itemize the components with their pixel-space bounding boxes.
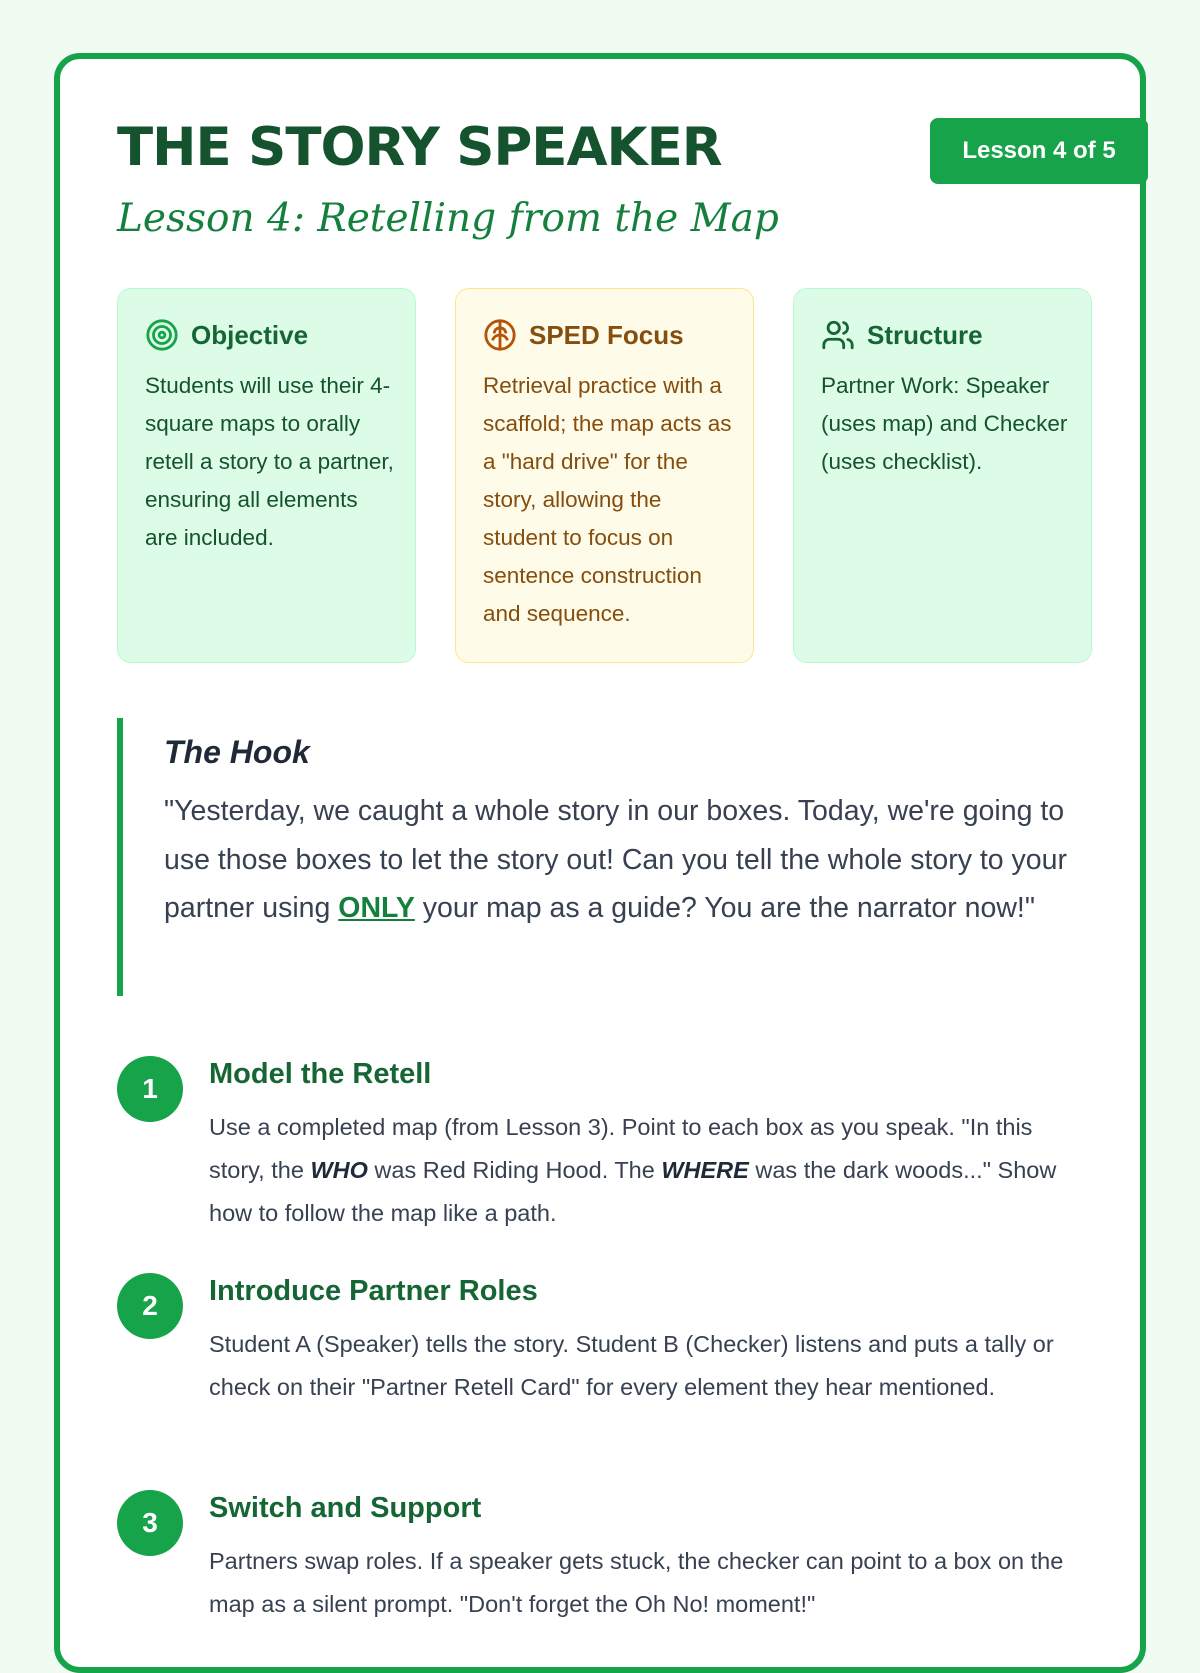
sped-focus-header [483,315,733,355]
step-title: Model the Retell [209,1058,432,1090]
target-icon [145,318,179,352]
step-number: 3 [117,1490,183,1556]
objective-title: Objective [191,319,309,350]
sped-focus-title: SPED Focus [529,319,684,350]
step-number: 1 [117,1056,183,1122]
step-emphasis: WHERE [661,1157,749,1183]
step-text-part: Use a completed map (from Lesson 3). Point to each box as you speak. "In this story, the [209,1114,1033,1183]
sped-focus-card [455,288,754,663]
hook-emphasis: ONLY [338,892,415,924]
step-number: 2 [117,1273,183,1339]
hook-quote [117,718,1089,996]
structure-text: Partner Work: Speaker (uses map) and Checker (uses checklist). [821,373,1068,474]
step-title: Introduce Partner Roles [209,1275,538,1307]
objective-text: Students will use their 4-square maps to orally retell a story to a partner, ensuring all elements are included. [145,373,394,550]
users-icon [821,318,855,352]
step-emphasis: WHO [310,1157,368,1183]
step-text: Student A (Speaker) tells the story. Student B (Checker) listens and puts a tally or check on their "Partner Retell Card" for every element they hear mentioned. [209,1331,1054,1400]
lesson-progress-badge: Lesson 4 of 5 [930,118,1148,184]
hook-text-part: your map as a guide? You are the narrator now!" [414,892,1035,924]
step-text-part: was Red Riding Hood. The [367,1157,662,1183]
sped-focus-text: Retrieval practice with a scaffold; the map acts as a "hard drive" for the story, allowing the student to focus on sentence construction and sequence. [483,373,732,626]
lesson-card [54,53,1146,1673]
step-text-part: was the dark woods..." Show how to follow the map like a path. [209,1157,1057,1226]
hook-text-part: "Yesterday, we caught a whole story in our boxes. Today, we're going to use those boxes to let the story out! Can you tell the whole story to your partner using [164,795,1067,924]
hook-title: The Hook [164,734,310,770]
step-text: Partners swap roles. If a speaker gets stuck, the checker can point to a box on the map as a silent prompt. "Don't forget the Oh No! moment!" [209,1548,1064,1617]
objective-card [117,288,416,663]
objective-header [145,315,395,355]
brain-icon [483,318,517,352]
step-title: Switch and Support [209,1492,482,1524]
structure-title: Structure [867,319,983,350]
hook-text [164,787,1094,933]
step-text [209,1106,1089,1235]
structure-header [821,315,1071,355]
structure-card [793,288,1092,663]
page-title: THE STORY SPEAKER [117,117,722,178]
lesson-subtitle: Lesson 4: Retelling from the Map [117,196,779,241]
